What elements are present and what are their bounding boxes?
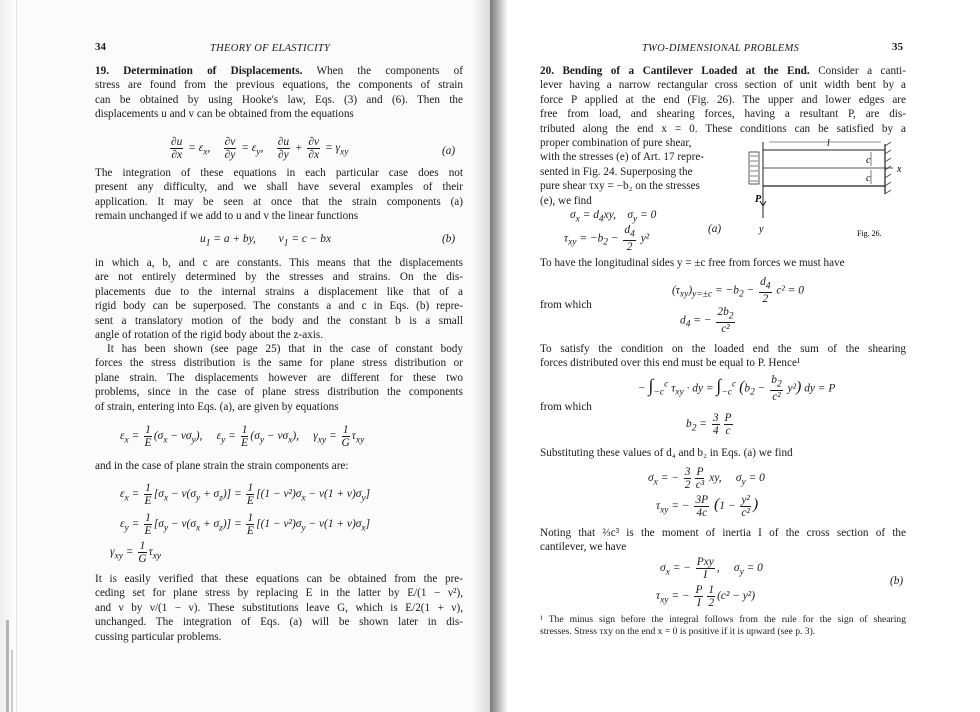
text-line: of strain, entering into Eqs. (a), are given by equations <box>95 400 339 413</box>
text-line: remain unchanged if we add to u and v the linear functions <box>95 210 359 223</box>
text-line: present any difficulty, and we shall have several examples of their <box>95 181 463 194</box>
text-line: It has been shown (see page 25) that in the case of constant body <box>107 343 463 355</box>
label-x: x <box>897 164 902 175</box>
text-line: can be obtained by using Hooke's law, Eqs. (3) and (6). Then the <box>95 93 463 106</box>
end-section <box>749 152 759 184</box>
equation: $\varepsilon_y$ = $\frac{1}{E}$ $[\sigma_y - \nu(\sigma_x + \sigma_z)]$ = $\frac{1}{E}$ $[(1 - \nu^2)\sigma_y - \nu(1 + \nu)\sigma_x]$ <box>120 512 371 537</box>
text-line: and ν by ν/(1 − ν). These substitutions leave G, which is E/2(1 + ν), <box>95 601 463 614</box>
text-line: stress are found from the previous equations, the components of strain <box>95 79 463 92</box>
text-line: in which a, b, and c are constants. This means that the displacements <box>95 257 463 269</box>
label-c: c <box>866 155 871 166</box>
running-head: THEORY OF ELASTICITY <box>210 43 331 54</box>
paragraph <box>95 166 463 224</box>
label-y: y <box>759 224 764 235</box>
text-line: pure shear τxy = −b₂ on the stresses <box>540 180 700 193</box>
equation: $\varepsilon_x$ = $\frac{1}{E}$ $[\sigma_x - \nu(\sigma_y + \sigma_z)]$ = $\frac{1}{E}$ $[(1 - \nu^2)\sigma_x - \nu(1 + \nu)\sigma_y]$ <box>120 482 371 507</box>
text-line: sent a translatory motion of the body and the constant b is a small <box>95 314 463 327</box>
text-line: (e), we find <box>540 194 592 207</box>
paragraph <box>95 64 463 122</box>
equation-label: (a) <box>442 145 456 157</box>
footnote <box>540 614 906 638</box>
text-line: To have the longitudinal sides y = ±c free from forces we must have <box>540 257 845 269</box>
text-line: are not entirely determined by the stresses and strains. On the dis- <box>95 271 463 284</box>
label-c: c <box>866 173 871 184</box>
text-line: angle of rotation of the rigid body about the z-axis. <box>95 329 324 342</box>
cantilever-figure <box>745 138 915 238</box>
text-line: It is easily verified that these equations can be obtained from the pre- <box>95 573 463 585</box>
equation: $u_1 = a$ + by, $v_1 = c$ − bx <box>200 233 332 249</box>
text-line: forces distributed over this end must be equal to P. Hence¹ <box>540 357 801 370</box>
scan-artifact <box>11 650 13 712</box>
text-line: sented in Fig. 24. Superposing the <box>540 165 693 178</box>
text-line: cantilever, we have <box>540 541 627 554</box>
text-line: free from load, and shearing forces, having a resultant P, are dis- <box>540 108 906 121</box>
paragraph <box>540 136 740 208</box>
text-line: application. It may be seen at once that the strain components (a) <box>95 195 463 208</box>
paragraph <box>540 64 906 136</box>
equation-label: (b) <box>442 233 456 245</box>
text-line: placements due to the internal strains a displacement like that of a <box>95 285 463 298</box>
shear-distribution <box>750 156 758 181</box>
text-line: When the components of <box>316 65 463 77</box>
text-line: from which <box>540 401 592 413</box>
equation: − $\int_{-c}^c$ $\tau_{xy}$ · dy = $\int_{-c}^c$ ($b_2$ − $\frac{b_2}{\text{c²}}$ y²) dy = P <box>638 374 836 404</box>
gutter-shadow <box>490 0 508 712</box>
section-heading: 19. Determination of Displacements. <box>95 65 303 77</box>
text-line: stresses. Stress τxy on the end x = 0 is positive if it is upward (see p. 3). <box>540 625 816 637</box>
text-line: with the stresses (e) of Art. 17 repre- <box>540 151 705 164</box>
text-line: tributed along the end x = 0. These conditions can be satisfied by a <box>540 122 906 135</box>
page-number: 34 <box>95 41 106 53</box>
text-line: The integration of these equations in each particular case does not <box>95 167 463 179</box>
text-line: Consider a canti- <box>818 65 907 77</box>
paragraph <box>540 526 906 555</box>
paragraph <box>95 256 463 342</box>
equation: $(\tau_{xy})_{y=\pm c} = -b_2$ − $\frac{d_4}{2}$ c² = 0 <box>672 276 804 306</box>
text-line: Substituting these values of d₄ and b₂ in Eqs. (a) we find <box>540 447 793 459</box>
gutter-shadow <box>472 0 490 712</box>
equation-label: (a) <box>708 223 722 235</box>
text-line: displacements u and v can be obtained from the equations <box>95 108 354 121</box>
page-number: 35 <box>892 41 903 53</box>
equation: $\gamma_{xy}$ = $\frac{1}{G}$ $\tau_{xy}$ <box>110 540 162 565</box>
equation: $b_2$ = $\frac{3}{4}$ $\frac{P}{c}$ <box>686 412 732 437</box>
text-line: unchanged. The integration of Eqs. (a) will be shown later in dis- <box>95 616 463 629</box>
text-line: Noting that ⅔c³ is the moment of inertia I of the cross section of the <box>540 527 906 539</box>
text-line: rigid body can be superposed. The constants a and c in Eqs. (b) repre- <box>95 300 463 313</box>
text-line: cussing particular problems. <box>95 630 222 643</box>
paragraph <box>540 256 906 270</box>
paragraph <box>95 342 463 414</box>
text-line: ¹ The minus sign before the integral follows from the rule for the sign of shearing <box>540 614 906 625</box>
text-line: lever having a narrow rectangular cross section of unit width bent by a <box>540 79 906 92</box>
text-line: ceding set for plane stress by replacing E in the latter by E/(1 − ν²), <box>95 587 463 600</box>
running-head: TWO-DIMENSIONAL PROBLEMS <box>642 43 800 54</box>
paragraph <box>95 459 463 473</box>
text-line: To satisfy the condition on the loaded end the sum of the shearing <box>540 343 906 355</box>
text-line: proper combination of pure shear, <box>540 137 692 149</box>
text-line: and in the case of plane strain the strain components are: <box>95 460 349 472</box>
text-line: from which <box>540 299 592 311</box>
text-line: forces the stress distribution is the same for plane stress distribution or <box>95 357 463 370</box>
page-edge <box>0 0 17 712</box>
figure-caption: Fig. 26. <box>857 229 882 238</box>
text-line: problems, since in the case of plane stress distribution the components <box>95 386 463 399</box>
text-line: plane strain. The displacements however are different for these two <box>95 371 463 384</box>
equation: $\varepsilon_x$ = $\frac{1}{E}$ $(\sigma_x - \nu\sigma_y)$, $\varepsilon_y$ = $\frac{1}{E}$ $(\sigma_y - \nu\sigma_x)$, $\gamma_{xy}$ = $\frac{1}{G}$ $\tau_{xy}$ <box>120 424 365 449</box>
right-page <box>490 0 980 712</box>
label-p: P <box>755 194 762 205</box>
paragraph <box>540 342 906 371</box>
paragraph <box>95 572 463 644</box>
equation-label: (b) <box>890 575 904 587</box>
equation: $d_4$ = − $\frac{2b_2}{\text{c²}}$ <box>680 306 734 336</box>
equation: $\sigma_x = d_4xy$, $\sigma_y = 0$ <box>570 209 657 225</box>
scan-artifact <box>6 620 9 712</box>
paragraph <box>540 446 906 460</box>
equation: $\tau_{xy}$ = − $\frac{P}{I}$ $\frac{1}{2}$ (c² − y²) <box>656 584 756 609</box>
equation: $\tau_{xy}$ = − $\frac{3P}{4c}$ (1 − $\frac{\text{y²}}{\text{c²}}$ ) <box>656 494 759 519</box>
equation: $\sigma_x$ = − $\frac{3}{2}$ $\frac{P}{\text{c³}}$ xy, $\sigma_y = 0$ <box>648 466 765 491</box>
equation: $\frac{\partial u}{\partial x}$ = $\varepsilon_x$, $\frac{\partial v}{\partial y}$ = $\varepsilon_y$, $\frac{\partial u}{\partial y}$ + $\frac{\partial v}{\partial x}$ = $\gamma_{xy}$ <box>171 136 349 161</box>
equation: $\tau_{xy} = -b_2$ − $\frac{d_4}{2}$ y² <box>564 224 650 254</box>
label-l: l <box>827 138 830 149</box>
text-line: force P applied at the end (Fig. 26). The upper and lower edges are <box>540 93 906 106</box>
section-heading: 20. Bending of a Cantilever Loaded at the End. <box>540 65 810 77</box>
equation: $\sigma_x$ = − $\frac{\text{Pxy}}{I}$ , $\sigma_y = 0$ <box>660 556 763 581</box>
